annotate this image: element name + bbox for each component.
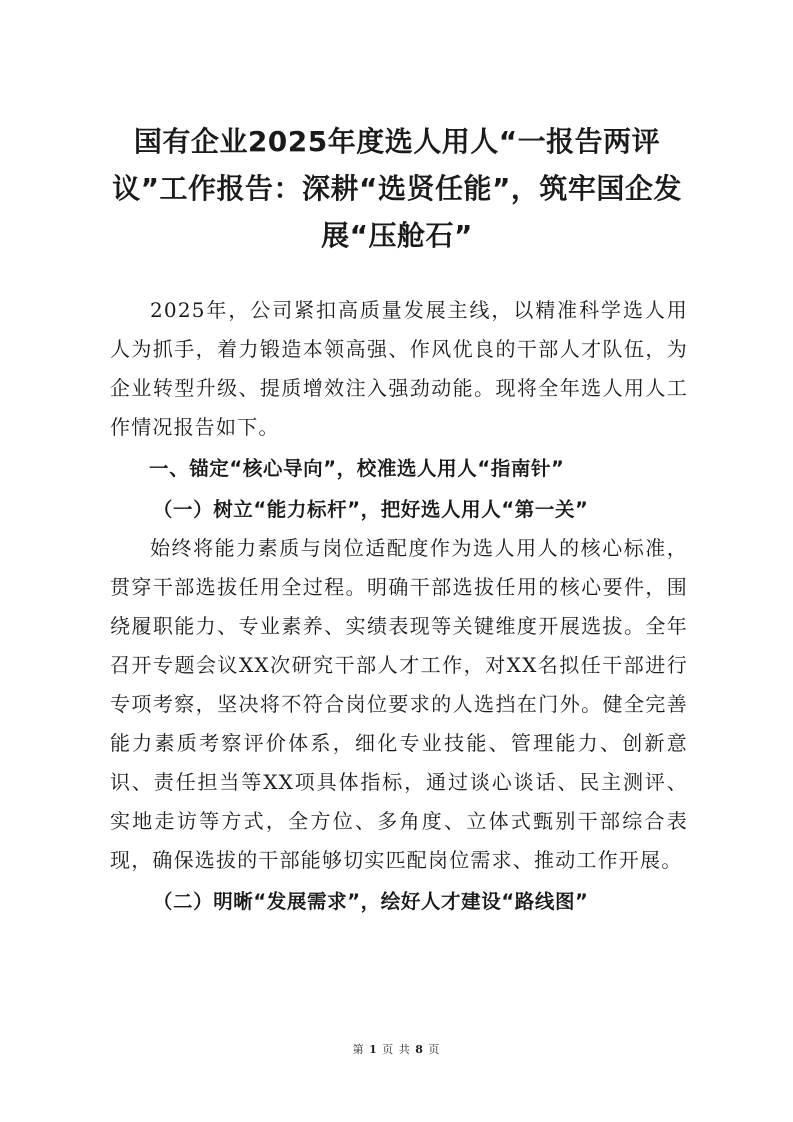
subsection-heading-2: （二）明晰“发展需求”，绘好人才建设“路线图”: [152, 890, 589, 913]
intro-paragraph: 2025年，公司紧扣高质量发展主线，以精准科学选人用人为抓手，着力锻造本领高强、作风优良的干部人才队伍，为企业转型升级、提质增效注入强劲动能。现将全年选人用人工作情况报告如下。: [110, 298, 688, 439]
footer-prefix: 第: [352, 1043, 365, 1056]
document-title: 国有企业2025年度选人用人“一报告两评议”工作报告：深耕“选贤任能”，筑牢国企发展“压舱石”: [112, 125, 682, 252]
total-page-number: 8: [415, 1043, 424, 1056]
subsection-heading-1: （一）树立“能力标杆”，把好选人用人“第一关”: [152, 498, 589, 521]
footer-suffix: 页: [428, 1043, 441, 1056]
current-page-number: 1: [369, 1043, 378, 1056]
document-body: [110, 291, 688, 921]
body-paragraph-1: 始终将能力素质与岗位适配度作为选人用人的核心标准，贯穿干部选拔任用全过程。明确干部选拔任用的核心要件，围绕履职能力、专业素养、实绩表现等关键维度开展选拔。全年召开专题会议XX次研究干部人才工作，对XX名拟任干部进行专项考察，坚决将不符合岗位要求的人选挡在门外。健全完善能力素质考察评价体系，细化专业技能、管理能力、创新意识、责任担当等XX项具体指标，通过谈心谈话、民主测评、实地走访等方式，全方位、多角度、立体式甄别干部综合表现，确保选拔的干部能够切实匹配岗位需求、推动工作开展。: [110, 536, 688, 872]
page-footer: [0, 1041, 793, 1057]
footer-middle: 页 共: [382, 1043, 411, 1056]
section-heading-1: 一、锚定“核心导向”，校准选人用人“指南针”: [149, 457, 565, 480]
